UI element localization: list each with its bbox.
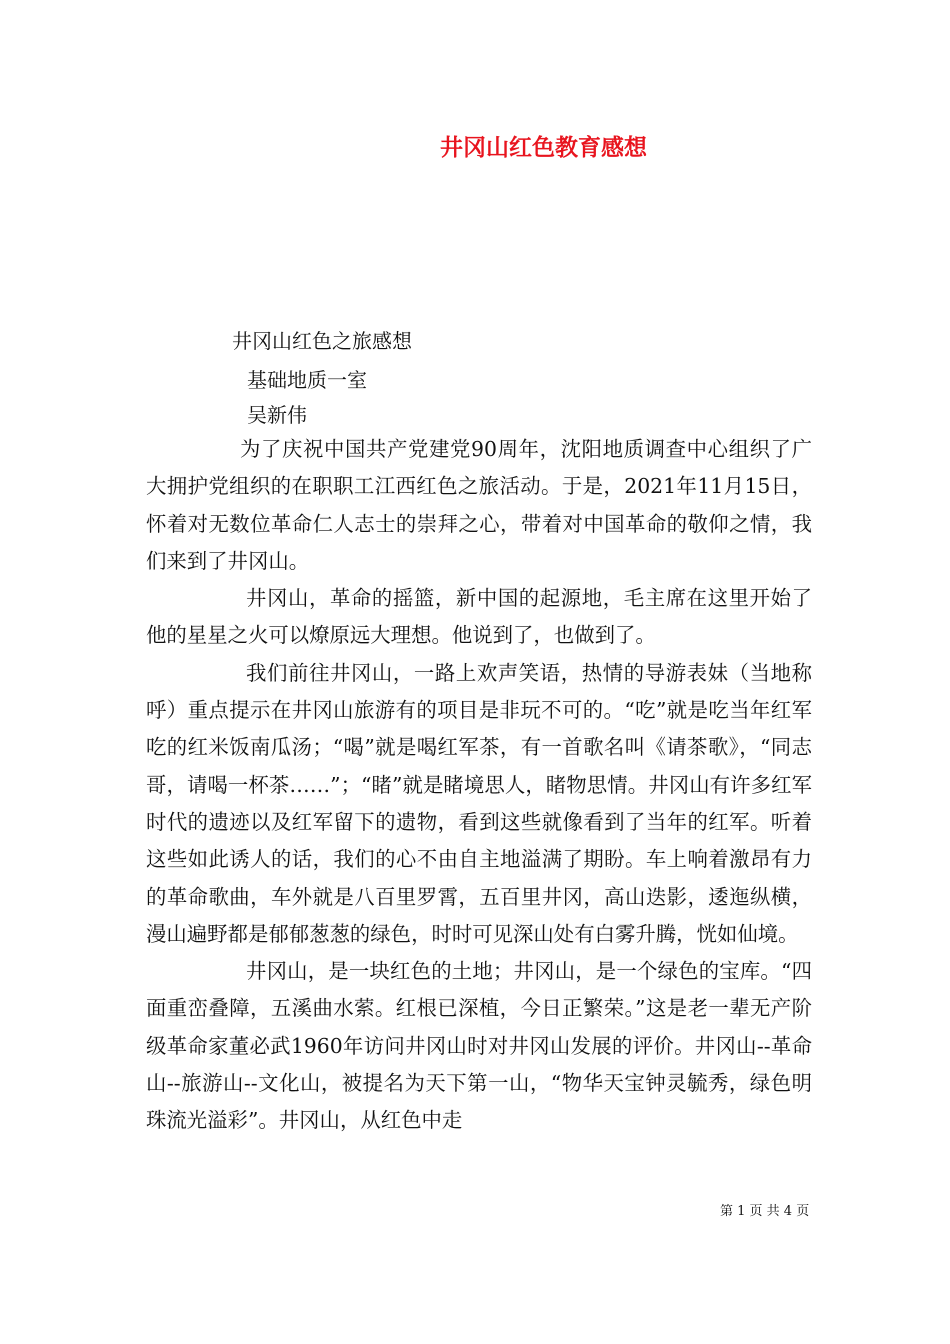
paragraph-4: 井冈山，是一块红色的土地；井冈山，是一个绿色的宝库。“四面重峦叠障，五溪曲水萦。红根已深植，今日正繁荣。”这是老一辈无产阶级革命家董必武1960年访问井冈山时对井冈山发展的评价。井冈山--革命山--旅游山--文化山，被提名为天下第一山，“物华天宝钟灵毓秀，绿色明珠流光溢彩”。井冈山，从红色中走 [146,959,812,1133]
paragraph-1: 为了庆祝中国共产党建党90周年，沈阳地质调查中心组织了广大拥护党组织的在职职工江西红色之旅活动。于是，2021年11月15日，怀着对无数位革命仁人志士的崇拜之心，带着对中国革命的敬仰之情，我们来到了井冈山。 [146,437,812,573]
paragraph-3: 我们前往井冈山，一路上欢声笑语，热情的导游表妹（当地称呼）重点提示在井冈山旅游有的项目是非玩不可的。“吃”就是吃当年红军吃的红米饭南瓜汤；“喝”就是喝红军茶，有一首歌名叫《请茶歌》，“同志哥，请喝一杯茶……”；“睹”就是睹境思人，睹物思情。井冈山有许多红军时代的遗迹以及红军留下的遗物，看到这些就像看到了当年的红军。听着这些如此诱人的话，我们的心不由自主地溢满了期盼。车上响着激昂有力的革命歌曲，车外就是八百里罗霄，五百里井冈，高山迭影，逶迤纵横，漫山遍野都是郁郁葱葱的绿色，时时可见深山处有白雾升腾，恍如仙境。 [146,660,812,946]
author-name: 吴新伟 [247,403,307,427]
page-footer: 第 1 页 共 4 页 [720,1204,810,1219]
document-title: 井冈山红色教育感想 [440,134,647,161]
paragraph-2: 井冈山，革命的摇篮，新中国的起源地，毛主席在这里开始了他的星星之火可以燎原远大理想。他说到了，也做到了。 [146,586,812,648]
author-department: 基础地质一室 [247,368,367,392]
document-body [146,431,812,1140]
essay-heading: 井冈山红色之旅感想 [232,329,412,353]
